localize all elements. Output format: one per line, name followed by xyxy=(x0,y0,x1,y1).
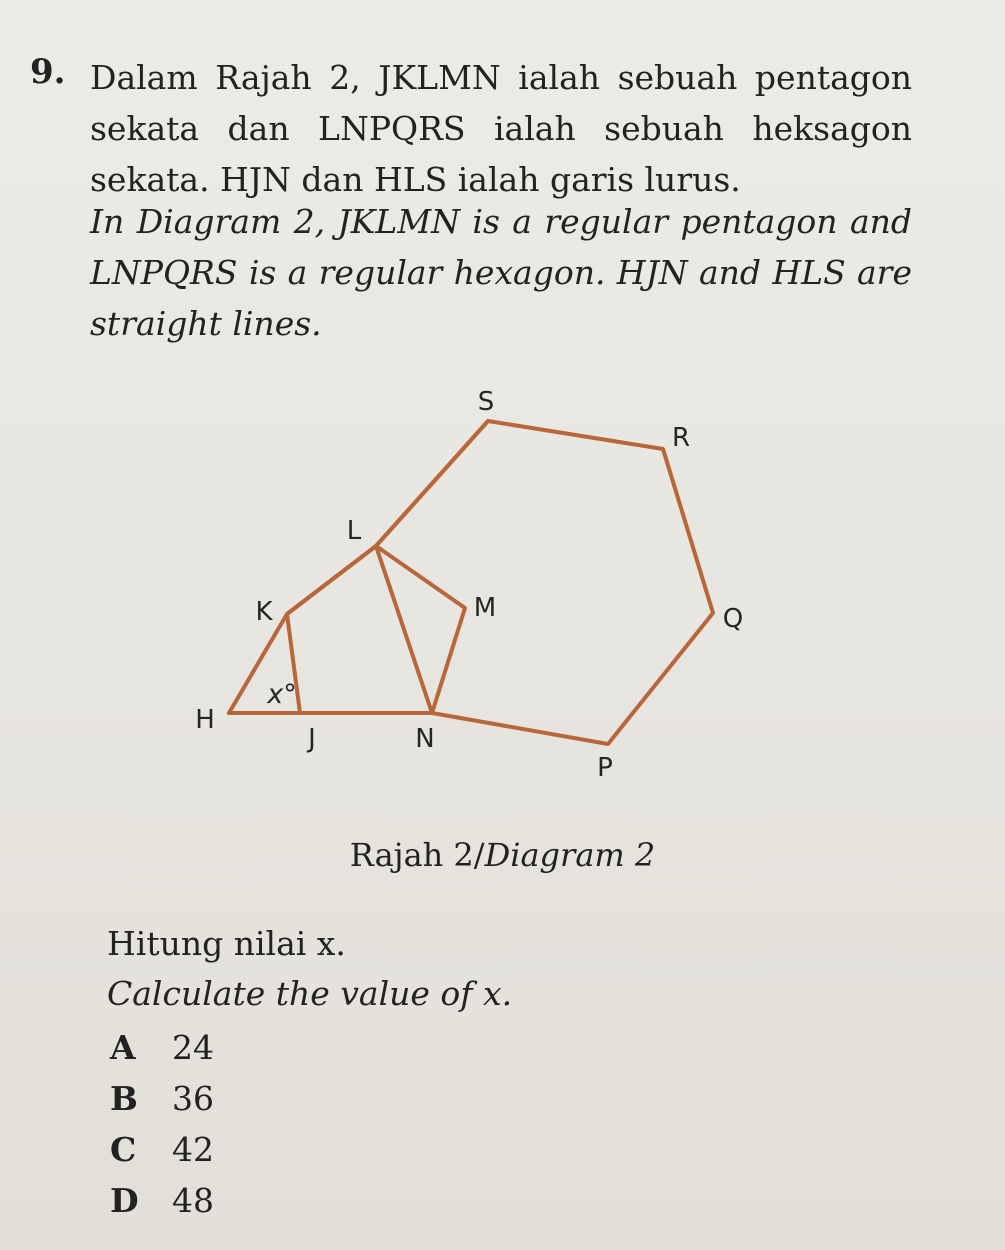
option-value: 48 xyxy=(172,1181,214,1220)
vertex-label-k: K xyxy=(255,597,273,627)
option-value: 42 xyxy=(172,1130,214,1169)
angle-label-x: x° xyxy=(267,679,297,710)
caption-malay: Rajah 2 xyxy=(349,836,474,874)
vertex-label-l: L xyxy=(346,516,362,546)
option-value: 36 xyxy=(172,1079,214,1118)
vertex-label-n: N xyxy=(415,724,435,754)
option-letter: A xyxy=(110,1028,136,1067)
answer-options xyxy=(110,1022,214,1226)
option-d[interactable] xyxy=(110,1175,214,1226)
prompt-malay: Hitung nilai x. xyxy=(107,924,346,963)
prompt-english: Calculate the value of x. xyxy=(107,974,513,1013)
question-text-malay-line1: Dalam Rajah 2, JKLMN ialah sebuah pentagon sekata dan LNPQRS ialah sebuah heksagon sekata. HJN dan HLS ialah garis lurus. xyxy=(90,58,912,199)
vertex-label-j: J xyxy=(308,724,316,754)
diagram-2 xyxy=(0,370,1005,810)
diagram-caption xyxy=(0,836,1005,874)
vertex-label-r: R xyxy=(671,423,691,453)
option-letter: D xyxy=(110,1181,139,1220)
vertex-label-m: M xyxy=(473,593,497,623)
caption-separator: / xyxy=(473,836,485,874)
question-number: 9. xyxy=(30,52,66,92)
pentagon-jklmn xyxy=(287,546,465,713)
vertex-label-h: H xyxy=(195,705,215,735)
option-letter: C xyxy=(110,1130,137,1169)
question-text-malay xyxy=(90,52,912,205)
question-text-english xyxy=(90,196,912,349)
option-value: 24 xyxy=(172,1028,214,1067)
vertex-label-s: S xyxy=(477,387,495,417)
option-b[interactable] xyxy=(110,1073,214,1124)
caption-english: Diagram 2 xyxy=(484,836,656,874)
option-letter: B xyxy=(110,1079,138,1118)
option-a[interactable] xyxy=(110,1022,214,1073)
option-c[interactable] xyxy=(110,1124,214,1175)
vertex-label-q: Q xyxy=(722,604,744,634)
question-text-english-line1: In Diagram 2, JKLMN is a regular pentagon and LNPQRS is a regular hexagon. HJN and HLS are straight lines. xyxy=(90,202,912,343)
vertex-label-p: P xyxy=(597,753,613,783)
